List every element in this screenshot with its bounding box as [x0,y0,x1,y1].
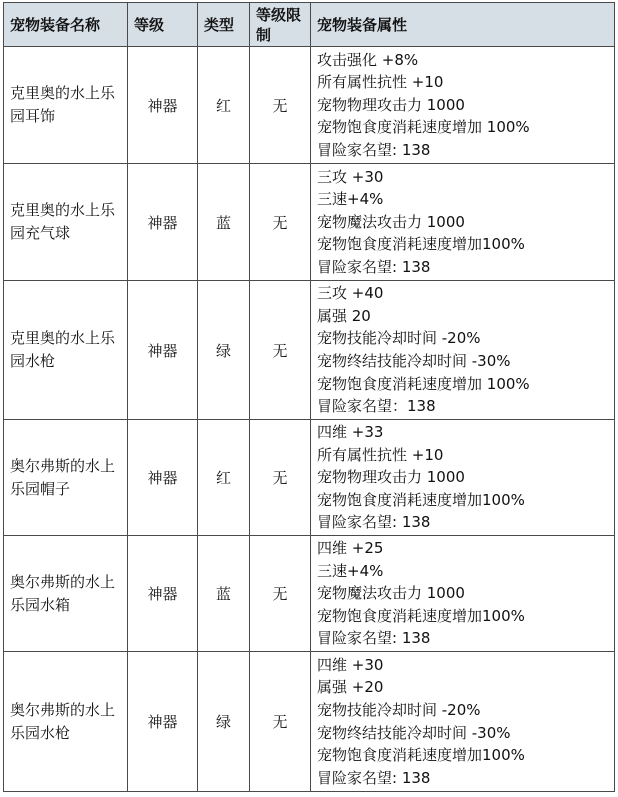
attribute-line: 四维 +30 [317,655,384,674]
grade-cell: 神器 [128,420,198,536]
table-row [4,164,615,281]
table-body [4,47,615,792]
attribute-line: 三速+4% [317,190,384,209]
attribute-line: 宠物物理攻击力 1000 [317,468,465,487]
level-limit-cell: 无 [250,47,311,164]
table-row [4,536,615,652]
attribute-line: 宠物终结技能冷却时间 -30% [317,723,511,742]
attribute-line: 宠物物理攻击力 1000 [317,95,465,114]
grade-cell: 神器 [128,281,198,420]
attribute-line: 属强 +20 [317,678,384,697]
attribute-line: 宠物饱食度消耗速度增加 100% [317,118,530,137]
attribute-line: 冒险家名望: 138 [317,513,431,532]
table-row [4,47,615,164]
attribute-line: 所有属性抗性 +10 [317,73,444,92]
attribute-line: 宠物饱食度消耗速度增加 100% [317,374,530,393]
attribute-line: 宠物魔法攻击力 1000 [317,212,465,231]
equipment-name-cell: 奥尔弗斯的水上乐园帽子 [4,420,128,536]
attribute-line: 冒险家名望: 138 [317,257,431,276]
table-row [4,652,615,792]
equipment-name-cell: 克里奥的水上乐园充气球 [4,164,128,281]
grade-cell: 神器 [128,164,198,281]
equipment-name-cell: 奥尔弗斯的水上乐园水箱 [4,536,128,652]
attribute-line: 四维 +33 [317,423,384,442]
attribute-line: 属强 20 [317,306,371,325]
attributes-cell [311,652,615,792]
type-cell: 蓝 [198,536,250,652]
level-limit-cell: 无 [250,164,311,281]
attribute-line: 冒险家名望: 138 [317,768,431,787]
header-name: 宠物装备名称 [4,3,128,47]
attribute-line: 宠物饱食度消耗速度增加100% [317,606,525,625]
type-cell: 蓝 [198,164,250,281]
type-cell: 红 [198,420,250,536]
attribute-line: 冒险家名望: 138 [317,629,431,648]
grade-cell: 神器 [128,652,198,792]
pet-equipment-table [3,2,615,792]
grade-cell: 神器 [128,47,198,164]
type-cell: 绿 [198,281,250,420]
attribute-line: 四维 +25 [317,539,384,558]
table-row [4,281,615,420]
equipment-name-cell: 克里奥的水上乐园水枪 [4,281,128,420]
attribute-line: 宠物饱食度消耗速度增加100% [317,235,525,254]
attributes-cell [311,47,615,164]
type-cell: 绿 [198,652,250,792]
equipment-name-cell: 奥尔弗斯的水上乐园水枪 [4,652,128,792]
attribute-line: 冒险家名望：138 [317,397,436,416]
attributes-cell [311,420,615,536]
header-attributes: 宠物装备属性 [311,3,615,47]
grade-cell: 神器 [128,536,198,652]
table-row [4,420,615,536]
attribute-line: 冒险家名望: 138 [317,140,431,159]
attribute-line: 宠物技能冷却时间 -20% [317,329,481,348]
attribute-line: 宠物饱食度消耗速度增加100% [317,490,525,509]
attribute-line: 三攻 +30 [317,167,384,186]
attribute-line: 宠物终结技能冷却时间 -30% [317,352,511,370]
attribute-line: 三速+4% [317,561,384,580]
header-type: 类型 [198,3,250,47]
attribute-line: 宠物魔法攻击力 1000 [317,584,465,603]
level-limit-cell: 无 [250,652,311,792]
type-cell: 红 [198,47,250,164]
attributes-cell [311,536,615,652]
level-limit-cell: 无 [250,536,311,652]
equipment-name-cell: 克里奥的水上乐园耳饰 [4,47,128,164]
attributes-cell [311,164,615,281]
attribute-line: 宠物技能冷却时间 -20% [317,700,481,719]
header-level-limit: 等级限制 [250,3,311,47]
level-limit-cell: 无 [250,281,311,420]
header-grade: 等级 [128,3,198,47]
attribute-line: 三攻 +40 [317,284,384,303]
header-row [4,3,615,47]
attributes-cell [311,281,615,420]
attribute-line: 宠物饱食度消耗速度增加100% [317,746,525,765]
attribute-line: 所有属性抗性 +10 [317,445,444,464]
attribute-line: 攻击强化 +8% [317,50,419,69]
level-limit-cell: 无 [250,420,311,536]
